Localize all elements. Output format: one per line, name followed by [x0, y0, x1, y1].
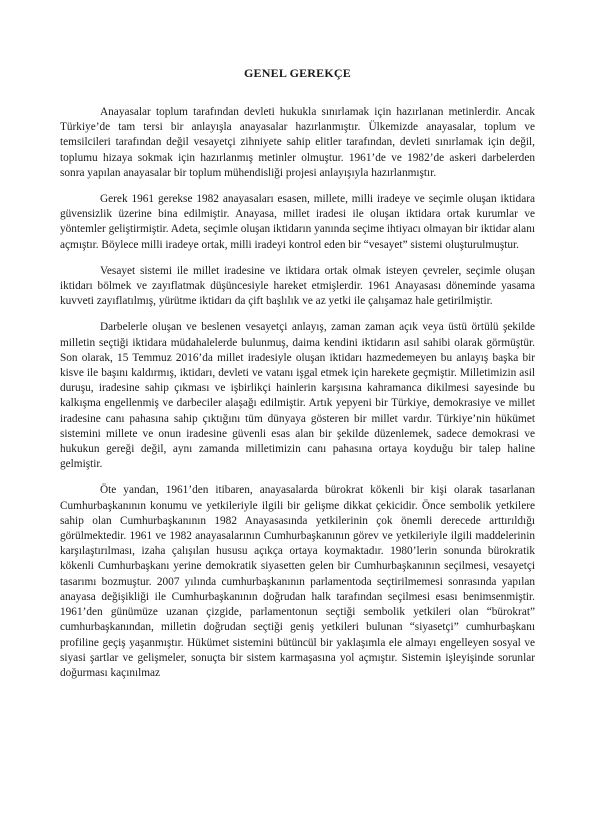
paragraph-3: Vesayet sistemi ile millet iradesine ve iktidara ortak olmak isteyen çevreler, seçimle oluşan iktidarı bölmek ve zayıflatmak düşüncesiyle hareket etmişlerdir. 1961 Anayasası döneminde yasama kuvveti zayıflatılmış, yürütme iktidarı da çift başlılık ve az yetki ile çalışamaz hale getirilmiştir.: [60, 264, 535, 308]
paragraph-5: Öte yandan, 1961’den itibaren, anayasalarda bürokrat kökenli bir kişi olarak tasarlanan Cumhurbaşkanının konumu ve yetkileriyle ilgili bir gelişme dikkat çekicidir. Önce sembolik yetkilere sahip olan Cumhurbaşkanının 1982 Anayasasında yetkilerinin çok önemli derecede arttırıldığı görülmektedir. 1961 ve 1982 anayasalarının Cumhurbaşkanının görev ve yetkileriyle ilgili maddelerinin karşılaştırılması, izaha çalışılan hususu açıkça ortaya koymaktadır. 1980’lerin sonunda bürokratik kökenli Cumhurbaşkanı yerine demokratik siyasetten gelen bir Cumhurbaşkanının seçilmesi, vesayetçi tasarımı bozmuştur. 2007 yılında cumhurbaşkanının parlamentoda seçtirilmemesi sonrasında yapılan anayasa değişikliği ile Cumhurbaşkanının doğrudan halk tarafından seçilmesi esası benimsenmiştir. 1961’den günümüze uzanan çizgide, parlamentonun seçtiği sembolik yetkileri olan “bürokrat” cumhurbaşkanından, milletin doğrudan seçtiği geniş yetkileri bulunan “siyasetçi” cumhurbaşkanı profiline geçiş yaşanmıştır. Hükümet sistemini bütüncül bir yaklaşımla ele almayı engelleyen sosyal ve siyasi şartlar ve gelişmeler, sonuçta bir sistem karmaşasına yol açmıştır. Sistemin işleyişinde sorunlar doğurması kaçınılmaz: [60, 484, 535, 679]
paragraph-1: Anayasalar toplum tarafından devleti hukukla sınırlamak için hazırlanan metinlerdir. Ancak Türkiye’de tam tersi bir anlayışla anayasalar hazırlanmıştır. Ülkemizde anayasalar, toplum ve temsilcileri tarafından değil vesayetçi zihniyete sahip elitler tarafından, devleti sınırlamak için değil, toplumu hizaya sokmak için hazırlanmış metinler olmuştur. 1961’de ve 1982’de askeri darbelerden sonra yapılan anayasalar bir toplum mühendisliği projesi anlayışıyla hazırlanmıştır.: [60, 106, 535, 179]
document-title: GENEL GEREKÇE: [244, 66, 351, 80]
paragraph-4: Darbelerle oluşan ve beslenen vesayetçi anlayış, zaman zaman açık veya üstü örtülü şekilde milletin seçtiği iktidara müdahalelerde bulunmuş, daima kendini iktidarın asıl sahibi olarak görmüştür. Son olarak, 15 Temmuz 2016’da millet iradesiyle oluşan iktidarı hazmedemeyen bu anlayış başka bir kisve ile başını kaldırmış, iktidarı, devleti ve vatanı işgal etmek için harekete geçmiştir. Milletimizin asil duruşu, iradesine sahip çıkması ve işbirlikçi hainlerin karşısına kahramanca dikilmesi sayesinde bu kalkışma engellenmiş ve darbeciler alaşağı edilmiştir. Artık yepyeni bir Türkiye, demokrasiye ve millet iradesine canı pahasına sahip çıktığını tüm dünyaya gösteren bir millet vardır. Türkiye’nin hükümet sistemini millete ve onun iradesine güvenli esas alan bir şekilde düzenlemek, sadece demokrasi ve hukukun gereği değil, aynı zamanda milletimizin canı pahasına ortaya koyduğu bir talep haline gelmiştir.: [60, 321, 535, 471]
paragraph-2: Gerek 1961 gerekse 1982 anayasaları esasen, millete, milli iradeye ve seçimle oluşan iktidara güvensizlik üzerine bina edilmiştir. Anayasa, millet iradesi ile oluşan iktidara ortak kurumlar ve yöntemler geliştirmiştir. Adeta, seçimle oluşan iktidarın yanında seçime ihtiyacı olmayan bir iktidar alanı açmıştır. Böylece milli iradeye ortak, milli iradeyi kontrol eden bir “vesayet” sistemi oluşturulmuştur.: [60, 193, 535, 251]
